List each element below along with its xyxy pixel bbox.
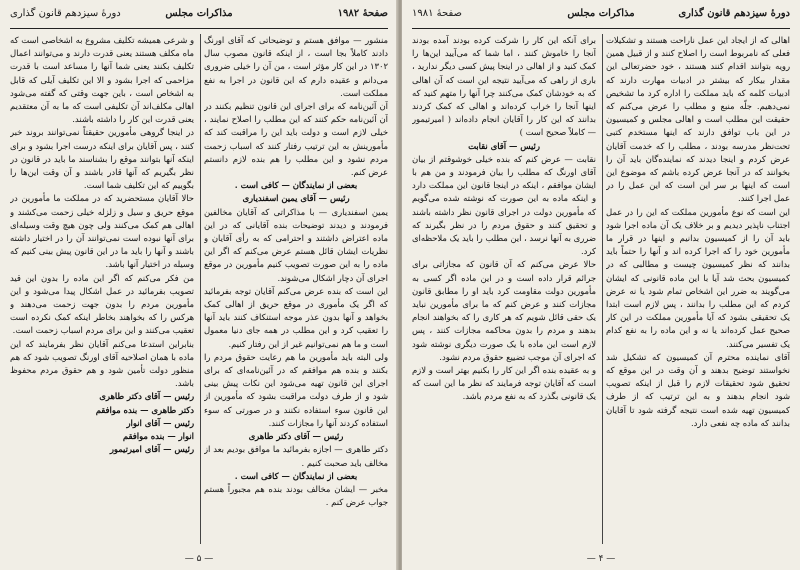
paragraph: اهالی که از ایجاد این عمل ناراحت هستند و تشکیلات فعلی که نامربوط است را اصلاح کنند و از قبیل همین رویه بتوانند اقدام کنند هستند ، خود حضرتعالی این مقدار بیکار که بیشتر در ادبیات مهارت دارند که ادبیات کلمه که باید مملکت را اداره کرد ما تشخیص نمی‌دهیم. جلّه منبع و مطلب را عرض می‌کنم که حقیقت این مطلب است و اهالی مجلس و کمیسیون در این باب توافق دارند که اینها مستخدم کتبی تحت‌نظر مدرسه بودند ، مطلب را که خدمت آقایان عرض کردم و اینجا دیدند که نماینده‌گان باید آن را بخوانند که در آنجا عرض کرده باشم که موضوع این است که اینها بر سر این است که این عمل را در عمل اجرا کنند.: [606, 35, 790, 204]
speaker-line: رئیس — آقای دکتر طاهری: [248, 431, 344, 442]
header-rule: [412, 28, 790, 29]
paragraph: منشور — موافق هستم و توضیحاتی که آقای اورنگ دادند کاملاً بجا است ، از اینکه قانون مصوب سال ۱۳۰۲ در این کار مؤثر است ، من آن را خیلی ضروری می‌دانم و عقیده دارم که این قانون در اجرا به نفع مملکت است.: [204, 35, 388, 98]
speaker-line: رئیس — آقای انوار: [126, 417, 194, 428]
page-footer: — ۴ —: [586, 554, 616, 564]
paragraph: برای آنکه این کار را شرکت کرده بودند آمده بودند آنجا را خاموش کنند ، اما شما که می‌آیید این‌ها را کمک کنید و از اهالی در اینجا پیش کسی دیگر ندارید ، باری از راهی که می‌آیید نتیجه این است که آن اهالی که به خودشان کمک می‌کنند چرا آنها را متهم کنید که اینها آنجا را خراب کرده‌اند و اهالی که کمک کردند بدانند که این کار را آقایان انجام داده‌اند ( امیرتیمور — کاملاً صحیح است ): [412, 35, 596, 138]
paragraph: یمین اسفندیاری — با مذاکراتی که آقایان مخالفین فرمودند و دیدند توضیحات بنده آقایانی که در این ماده اعتراض داشتند و احترامی که به رأی آقایان و نظریات ایشان قائل هستم عرض می‌کنم که اگر این ماده را به این صورت تصویب کنیم مأمورین در موقع اجرای آن دچار اشکال می‌شوند.: [204, 206, 388, 283]
paragraph: در اینجا گروهی مأمورین حقیقتاً نمی‌توانند بروند خبر کنند ، پس آقایان برای اینکه درست اجرا بشود و برای اینکه آنها بتوانند موقع را بشناسند ما باید در قانون در نظر بگیریم که آنها قادر باشند و آن وقت این‌ها را بگوییم که این تکلیف شما است.: [10, 127, 194, 191]
paragraph: نقابت — عرض کنم که بنده خیلی خوشوقتم از بیان آقای اورنگ که مطلب را بیان فرمودند و من هم با ایشان موافقم ، اینکه در اینجا قانون این مملکت دارد و اینکه ماده به این صورت که نوشته شده می‌گویم که مأمورین دولت در اجرای قانون نظر داشته باشند و تحقیق کنند و حقوق مردم را در نظر بگیرند که ضرری به آنها نرسد ، این مطلب را باید یک ملاحظه‌ای کرد.: [412, 153, 596, 257]
right-page: [402, 0, 800, 570]
left-page-right-column: [204, 34, 388, 544]
speaker-line: رئیس — آقای امیرتیمور: [109, 444, 194, 455]
column-divider: [200, 34, 201, 544]
speaker-line: بعضی از نمایندگان — کافی است .: [234, 470, 358, 481]
session-title: دورهٔ سیزدهم قانون گذاری: [678, 8, 790, 19]
speaker-line: رئیس — آقای یمین اسفندیاری: [242, 193, 350, 204]
paragraph: حالا آقایان مستحضرید که در مملکت ما مأمورین در موقع حریق و سیل و زلزله خیلی زحمت می‌کشند و اهالی هم کمک می‌کنند ولی چون هیچ وقت وسیله‌ای برای آنها نبوده است نمی‌توانند آن را در اختیار داشته باشند و آنها را باید ما در این قانون پیش بینی کنیم که وسیله در اختیار آنها باشد.: [10, 193, 194, 270]
page-number: صفحهٔ ۱۹۸۱: [412, 8, 463, 19]
paragraph: و به عقیده بنده اگر این کار را بکنیم بهتر است و لازم است که آقایان توجه فرمایند که نظر ما این است که یک قانونی بگذرد که به نفع مردم باشد.: [412, 365, 596, 402]
paragraph: ولی البته باید مأمورین ما هم رعایت حقوق مردم را بکنند و بنده هم موافقم که در آئین‌نامه‌ای که برای اجرای این قانون تهیه می‌شود این نکات پیش بینی شود و از طرف دولت مراقبت بشود که مأمورین از این قانون سوء استفاده نکنند و در صورتی که سوء استفاده کردند آنها را مجازات کنند.: [204, 351, 388, 428]
right-page-left-column: [412, 34, 596, 544]
paragraph: این است که نوع مأمورین مملکت که این را در عمل اجتناب ناپذیر دیدیم و بر خلاف یک آن ماده اجرا شود باید آن را از کمیسیون بدانیم و اینها در قرار ما مأمورین خود را که اجرا کرده اند و آنها را حتماً باید بدانند که نظر کمیسیون چیست و مطالبی که در کمیسیون بحث شد آیا با این ماده قانونی که ایشان می‌گویند به ضرر این اشخاص تمام شود یا نه عرض کردم که این مطلب را بدانند ، پس لازم است ابتدا یک تحقیقی بشود که آیا مأمورین مملکت در این کار صحیح عمل کرده‌اند یا نه و این ماده را به نفع کدام یک تفسیر می‌کنند.: [606, 206, 790, 349]
paragraph: مخبر — ایشان مخالف بودند بنده هم مجبوراً هستم جواب عرض کنم .: [204, 483, 388, 508]
speaker-line: دکتر طاهری — بنده موافقم: [95, 404, 194, 415]
speaker-line: رئیس — آقای دکتر طاهری: [99, 391, 194, 402]
paragraph: و شرعی همیشه تکلیف مشروع به اشخاصی است که ماه مکلف هستند یعنی قدرت دارند و می‌توانند اعمال تکلیف بکنند یعنی شما آنها را مساعد است با قدرت مزاحمی که اجرا بشود و الا این تکلیف آیلی که قابل به اشخاص است ، باین جهت وقتی که گفته می‌شود اهالی مکلف‌اند آن تکلیفی است که ما به آن معتقدیم یعنی قدرت این کار را داشته باشند.: [10, 35, 194, 125]
page-footer: — ۵ —: [184, 554, 214, 564]
paragraph: بنابراین استدعا می‌کنم آقایان نظر بفرمایند که این ماده با همان اصلاحیه آقای اورنگ تصویب شود که هم منظور دولت تأمین شود و هم حقوق مردم محفوظ باشد.: [10, 338, 194, 389]
column-divider: [602, 34, 603, 544]
paragraph: آن آئین‌نامه که برای اجرای این قانون تنظیم بکنند در آن آئین‌نامه حکم کنند که این مطلب را اصلاح نمایند ، خیلی لازم است و دولت باید این را مراقبت کند که مأمورینش به این ترتیب رفتار کنند که اسباب زحمت مردم نشود و این مطلب را هم بنده لازم دانستم عرض کنم.: [204, 101, 388, 178]
running-title: مذاکرات مجلس: [165, 8, 233, 19]
right-page-right-column: [606, 34, 790, 544]
paragraph: این است که بنده عرض می‌کنم آقایان توجه بفرمائید که اگر یک مأموری در موقع حریق از اهالی کمک بخواهد و آنها بدون عذر موجه استنکاف کنند باید آنها را تعقیب کرد و این مطلب در همه جای دنیا معمول است و ما هم نمی‌توانیم غیر از این رفتار کنیم.: [204, 285, 388, 349]
running-title: مذاکرات مجلس: [567, 8, 635, 19]
paragraph: حالا عرض می‌کنم که آن قانون که مجازاتی برای جرائم قرار داده است و در این ماده اگر کسی به مأمورین دولت مقاومت کرد باید او را مطابق قانون مجازات کنند و عرض کنم که ما برای مأمورین نباید یک حقی قائل شویم که هر کاری را که بخواهند انجام بدهند و مردم را بدون محاکمه مجازات کنند ، پس لازم است این ماده با یک صورت دیگری نوشته شود که اجرای آن موجب تضییع حقوق مردم نشود.: [412, 259, 596, 362]
session-title: دورهٔ سیزدهم قانون گذاری: [10, 8, 121, 19]
left-page-left-column: [10, 34, 194, 544]
speaker-line: رئیس — آقای نقابت: [468, 140, 540, 151]
left-page: [0, 0, 398, 570]
page-number: صفحهٔ ۱۹۸۲: [337, 8, 388, 19]
speaker-line: بعضی از نمایندگان — کافی است .: [234, 180, 358, 191]
paragraph: من فکر می‌کنم که اگر این ماده را بدون این قید تصویب بفرمائید در عمل اشکال پیدا می‌شود و این مأمورین مردم را بدون جهت زحمت می‌دهند و هرکس را که بخواهند بخاطر اینکه کمک نکرده است تعقیب می‌کنند و این برای مردم اسباب زحمت است.: [10, 272, 194, 336]
right-page-header: [412, 8, 790, 26]
paragraph: آقای نماینده محترم آن کمیسیون که تشکیل شد نخواستند توضیح بدهند و آن وقت در این موقع که تحقیق شود تحقیقات لازم را قبل از اینکه تصویب شود انجام بدهند و به این ترتیب که از طرف کمیسیون تهیه شده است نتیجه گرفته شود تا آقایان بدانند که ماده چه نفعی دارد.: [606, 351, 790, 428]
paragraph: دکتر طاهری — اجازه بفرمائید ما موافق بودیم بعد از مخالف باید صحبت کنیم .: [204, 444, 388, 468]
header-rule: [10, 28, 388, 29]
speaker-line: انوار — بنده موافقم: [122, 431, 194, 442]
left-page-header: [10, 8, 388, 26]
